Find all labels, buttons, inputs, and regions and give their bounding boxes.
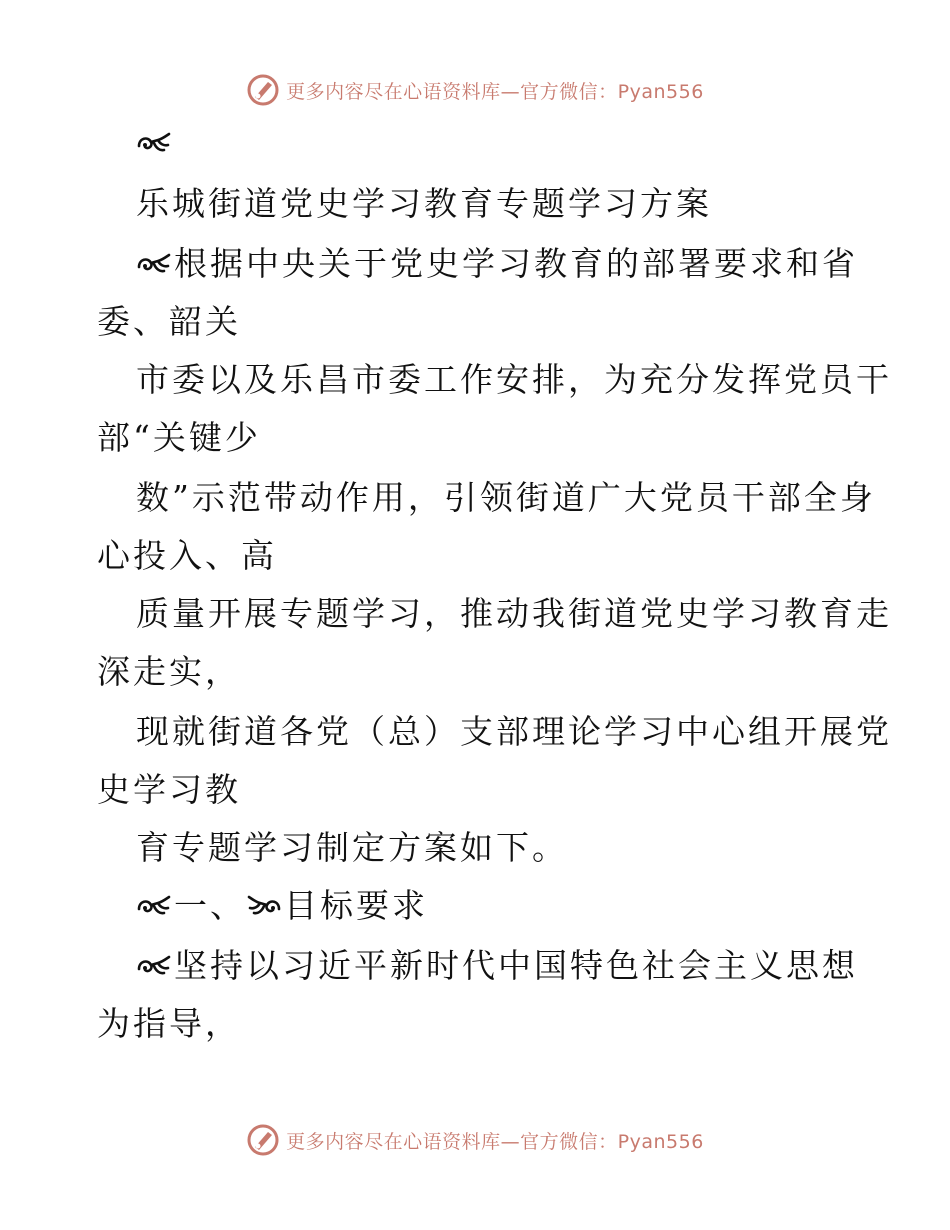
header-watermark [0,70,950,110]
header-watermark-text: 更多内容尽在心语资料库—官方微信：Pyan556 [286,80,704,103]
paragraph-line: 市委以及乐昌市委工作安排，为充分发挥党员干 [136,360,892,399]
paragraph-line: 质量开展专题学习，推动我街道党史学习教育走 [136,594,892,633]
paragraph-line: 为指导， [97,1004,241,1043]
paragraph-line: 心投入、高 [97,536,277,575]
footer-watermark [0,1120,950,1160]
paragraph-line: 坚持以习近平新时代中国特色社会主义思想 [136,946,858,986]
fleuron-ornament-icon [136,953,172,979]
ornament-line [136,130,174,156]
fleuron-ornament-icon [136,130,172,156]
paragraph-line: 深走实， [97,652,241,691]
document-title: 乐城街道党史学习教育专题学习方案 [136,184,712,223]
pen-seal-logo-icon [246,1123,280,1157]
paragraph-line: 部“关键少 [97,418,261,457]
section-title: 目标要求 [284,886,428,925]
fleuron-ornament-reversed-icon [246,893,282,919]
section-heading [136,886,428,926]
footer-watermark-text: 更多内容尽在心语资料库—官方微信：Pyan556 [286,1130,704,1153]
paragraph-line: 数”示范带动作用，引领街道广大党员干部全身 [136,478,876,517]
pen-seal-logo-icon [246,73,280,107]
paragraph-line: 委、韶关 [97,302,241,341]
paragraph-line: 现就街道各党（总）支部理论学习中心组开展党 [136,712,892,751]
paragraph-line: 史学习教 [97,770,241,809]
paragraph-line: 育专题学习制定方案如下。 [136,828,568,867]
paragraph-line: 根据中央关于党史学习教育的部署要求和省 [136,244,858,284]
fleuron-ornament-icon [136,251,172,277]
section-number: 一、 [174,886,246,925]
fleuron-ornament-icon [136,893,172,919]
